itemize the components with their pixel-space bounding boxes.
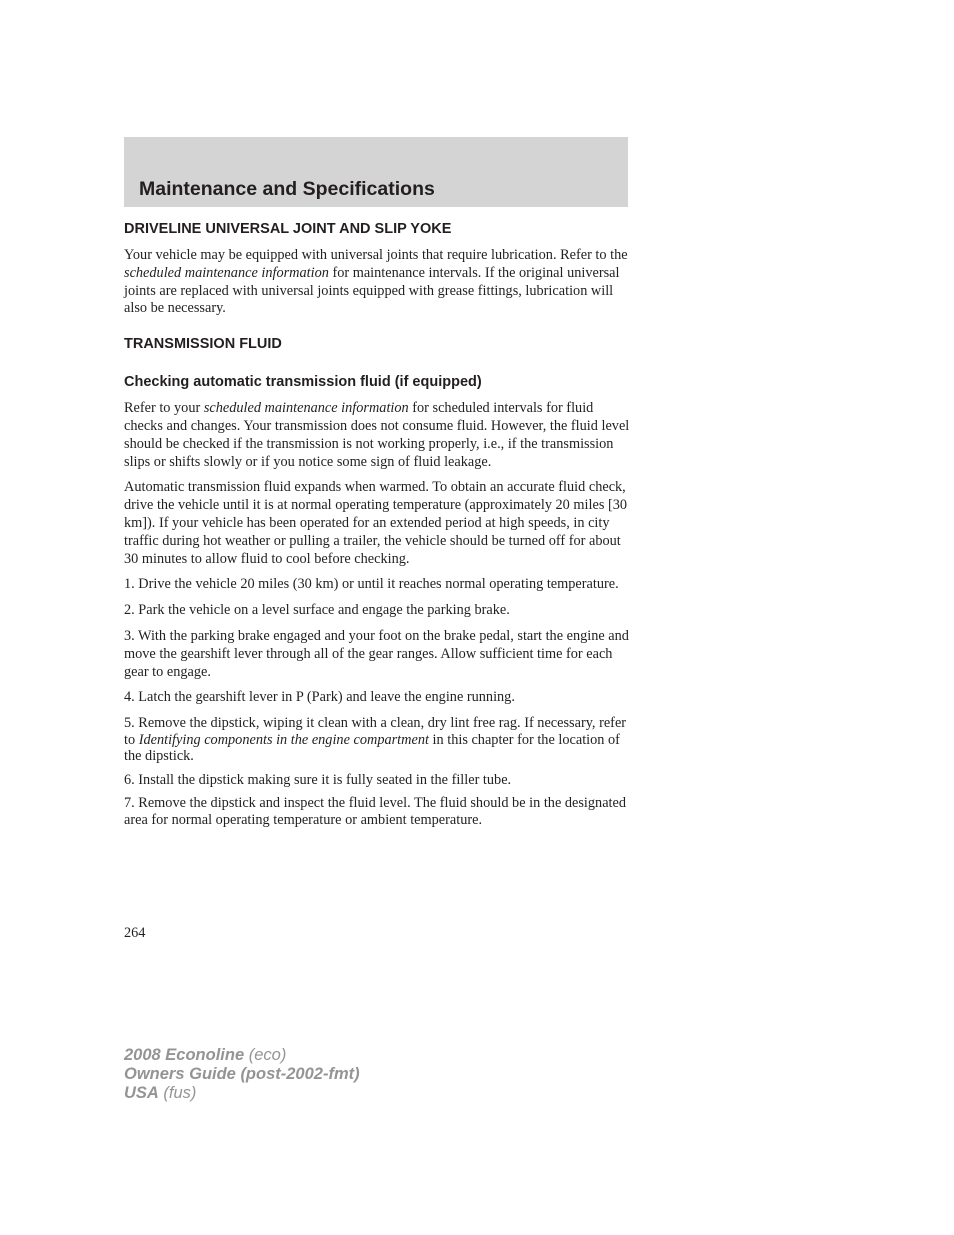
footer-line-market	[124, 1084, 360, 1103]
document-footer	[124, 1046, 360, 1103]
emphasis-text: Identifying components in the engine compartment	[138, 731, 429, 748]
text: (eco)	[244, 1046, 287, 1064]
text: Your vehicle may be equipped with universal joints that require lubrication. Refer to the	[124, 247, 628, 263]
emphasis-text: scheduled maintenance information	[203, 400, 409, 417]
text: Refer to your	[124, 400, 204, 417]
driveline-paragraph	[124, 247, 630, 318]
section-heading-driveline: DRIVELINE UNIVERSAL JOINT AND SLIP YOKE	[124, 221, 452, 237]
subheading-checking-fluid: Checking automatic transmission fluid (if equipped)	[124, 374, 482, 391]
text: in this chapter for the location of the dipstick.	[124, 731, 620, 765]
text: for scheduled intervals for fluid checks and changes. Your transmission does not consume fluid. However, the fluid level should be checked if the transmission is not working properly, i.e., if the transmission slips or shifts slowly or if you notice some sign of fluid leakage.	[124, 400, 630, 470]
step-4: 4. Latch the gearshift lever in P (Park) and leave the engine running.	[124, 689, 515, 706]
text: USA	[124, 1084, 159, 1102]
text: (fus)	[158, 1084, 197, 1102]
step-2: 2. Park the vehicle on a level surface and engage the parking brake.	[124, 602, 510, 619]
page-number: 264	[124, 925, 146, 941]
step-7: 7. Remove the dipstick and inspect the fluid level. The fluid should be in the designated area for normal operating temperature or ambient temperature.	[124, 795, 627, 828]
page-content	[124, 220, 630, 828]
emphasis-text: scheduled maintenance information	[124, 264, 329, 281]
step-5	[124, 715, 630, 765]
text: for maintenance intervals. If the original universal joints are replaced with universal joints equipped with grease fittings, lubrication will also be necessary.	[124, 264, 620, 317]
footer-line-guide: Owners Guide (post-2002-fmt)	[124, 1065, 360, 1083]
chapter-header-band	[124, 137, 628, 207]
text: 2008 Econoline	[124, 1046, 245, 1064]
step-6: 6. Install the dipstick making sure it is fully seated in the filler tube.	[124, 771, 512, 788]
step-1: 1. Drive the vehicle 20 miles (30 km) or until it reaches normal operating temperature.	[124, 576, 619, 593]
transmission-paragraph-2: Automatic transmission fluid expands when warmed. To obtain an accurate fluid check, drive the vehicle until it is at normal operating temperature (approximately 20 miles [30 km]). If your vehicle has been operated for an extended period at high speeds, in city traffic during hot weather or pulling a trailer, the vehicle should be turned off for about 30 minutes to allow fluid to cool before checking.	[124, 479, 628, 567]
transmission-paragraph-1	[124, 400, 630, 471]
chapter-title: Maintenance and Specifications	[139, 178, 435, 200]
text: 5. Remove the dipstick, wiping it clean with a clean, dry lint free rag. If necessary, refer to	[124, 715, 627, 748]
section-heading-transmission: TRANSMISSION FLUID	[124, 336, 282, 353]
footer-line-model	[124, 1046, 360, 1065]
step-3: 3. With the parking brake engaged and your foot on the brake pedal, start the engine and move the gearshift lever through all of the gear ranges. Allow sufficient time for each gear to engage.	[124, 627, 629, 680]
